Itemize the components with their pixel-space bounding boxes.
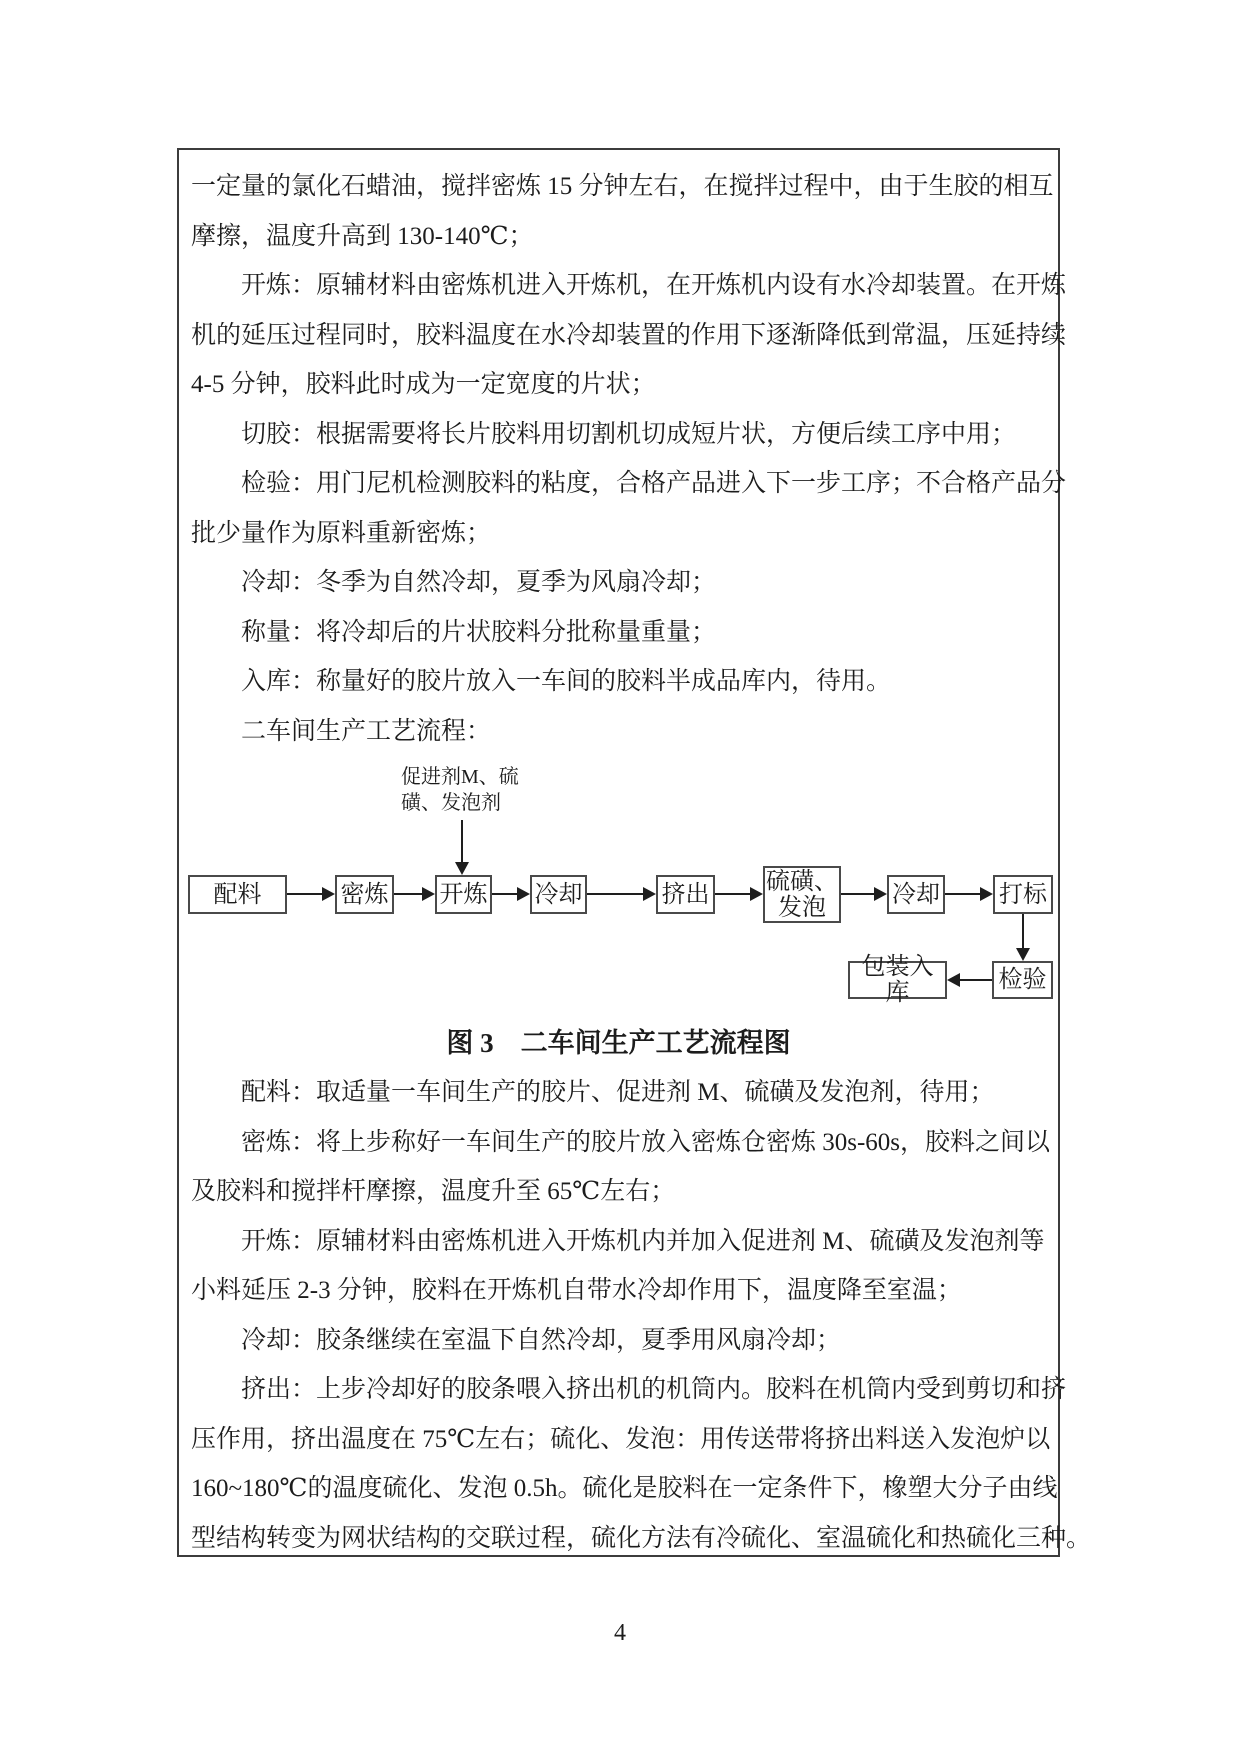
arrow-right-icon [492, 893, 517, 895]
paragraph-line: 密炼：将上步称好一车间生产的胶片放入密炼仓密炼 30s-60s，胶料之间以 [241, 1128, 1051, 1156]
paragraph-line: 一定量的氯化石蜡油，搅拌密炼 15 分钟左右，在搅拌过程中，由于生胶的相互 [191, 173, 1054, 200]
arrow-right-icon [394, 893, 422, 895]
paragraph-line: 入库：称量好的胶片放入一车间的胶料半成品库内，待用。 [241, 668, 892, 695]
flow-annotation-additives: 促进剂M、硫磺、发泡剂 [401, 766, 519, 814]
paragraph-line: 切胶：根据需要将长片胶料用切割机切成短片状，方便后续工序中用； [241, 420, 1017, 448]
arrow-right-icon [587, 893, 643, 895]
arrow-right-icon [287, 893, 322, 895]
paragraph-line: 摩擦，温度升高到 130-140℃； [191, 222, 534, 250]
arrow-down-icon [461, 820, 463, 862]
flow-node-cooling-1: 冷却 [530, 875, 587, 914]
arrow-down-icon [1022, 914, 1024, 948]
text-block-workshop2 [191, 1068, 1092, 1563]
paragraph-line: 二车间生产工艺流程： [241, 717, 492, 745]
paragraph-line: 开炼：原辅材料由密炼机进入开炼机，在开炼机内设有水冷却装置。在开炼 [241, 272, 1067, 299]
text-block-workshop1 [191, 162, 1067, 756]
paragraph-line: 挤出：上步冷却好的胶条喂入挤出机的机筒内。胶料在机筒内受到剪切和挤 [241, 1376, 1067, 1403]
flow-node-marking: 打标 [993, 875, 1053, 914]
flow-node-inspection: 检验 [992, 961, 1053, 999]
paragraph-line: 称量：将冷却后的片状胶料分批称量重量； [241, 618, 717, 646]
paragraph-line: 机的延压过程同时，胶料温度在水冷却装置的作用下逐渐降低到常温，压延持续 [191, 321, 1067, 349]
flowchart-workshop2 [179, 760, 1058, 1010]
paragraph-line: 4-5 分钟，胶料此时成为一定宽度的片状； [191, 371, 656, 398]
arrow-right-icon [841, 893, 874, 895]
flow-node-packing-storage: 包装入库 [848, 961, 947, 999]
arrow-left-icon [960, 979, 992, 981]
paragraph-line: 配料：取适量一车间生产的胶片、促进剂 M、硫磺及发泡剂，待用； [241, 1079, 995, 1106]
flow-node-vulcanize-foam: 硫磺、发泡 [763, 866, 841, 923]
page-number: 4 [614, 1620, 626, 1646]
paragraph-line: 型结构转变为网状结构的交联过程，硫化方法有冷硫化、室温硫化和热硫化三种。 [191, 1524, 1092, 1552]
paragraph-line: 及胶料和搅拌杆摩擦，温度升至 65℃左右； [191, 1178, 676, 1205]
flow-node-batching: 配料 [188, 875, 287, 914]
paragraph-line: 160~180℃的温度硫化、发泡 0.5h。硫化是胶料在一定条件下，橡塑大分子由线 [191, 1475, 1058, 1502]
paragraph-line: 小料延压 2-3 分钟，胶料在开炼机自带水冷却作用下，温度降至室温； [191, 1277, 962, 1304]
figure-caption: 图 3 二车间生产工艺流程图 [446, 1028, 791, 1058]
arrow-right-icon [715, 893, 750, 895]
flow-node-extrusion: 挤出 [656, 875, 715, 914]
flow-node-banbury-mixing: 密炼 [335, 875, 394, 914]
flow-node-open-milling: 开炼 [435, 875, 492, 914]
document-border-box [177, 148, 1092, 1557]
paragraph-line: 开炼：原辅材料由密炼机进入开炼机内并加入促进剂 M、硫磺及发泡剂等 [241, 1227, 1045, 1255]
paragraph-line: 冷却：胶条继续在室温下自然冷却，夏季用风扇冷却； [241, 1326, 842, 1354]
arrow-right-icon [945, 893, 980, 895]
paragraph-line: 冷却：冬季为自然冷却，夏季为风扇冷却； [241, 569, 717, 596]
flow-node-cooling-2: 冷却 [887, 875, 945, 914]
paragraph-line: 检验：用门尼机检测胶料的粘度，合格产品进入下一步工序；不合格产品分 [241, 470, 1067, 497]
paragraph-line: 批少量作为原料重新密炼； [191, 519, 492, 547]
paragraph-line: 压作用，挤出温度在 75℃左右；硫化、发泡：用传送带将挤出料送入发泡炉以 [191, 1425, 1051, 1453]
